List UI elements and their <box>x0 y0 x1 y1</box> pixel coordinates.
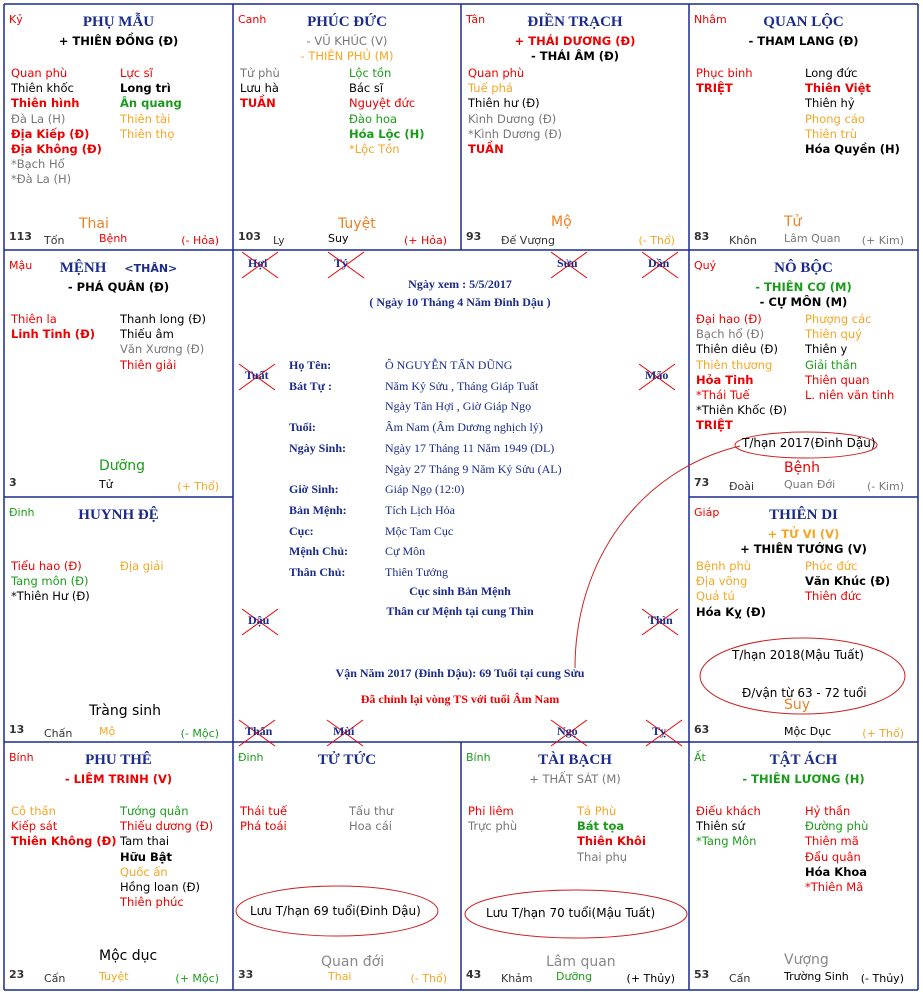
heavenly-stem: Ất <box>694 751 706 764</box>
info-label: Thân Chủ: <box>289 565 346 579</box>
branch-marker: Ngọ <box>557 724 578 738</box>
star: Bạch hổ (Đ) <box>696 327 765 342</box>
element: (- Mộc) <box>180 727 219 740</box>
star: Tuế phá <box>468 81 513 96</box>
palace-title: TỬ TỨC <box>317 752 377 768</box>
age-number: 23 <box>9 968 25 981</box>
palace-cell <box>4 250 233 497</box>
info-label: Tuổi: <box>289 420 316 435</box>
palace-cell <box>689 497 918 742</box>
star: L. niên văn tinh <box>805 388 895 403</box>
palace-branch: Đế Vượng <box>501 234 555 247</box>
element: (+ Mộc) <box>175 972 219 985</box>
info-label: Giờ Sinh: <box>289 482 339 497</box>
star: Thiên trù <box>805 126 858 141</box>
star: Hóa Quyền (H) <box>805 142 900 157</box>
star-column <box>240 804 287 834</box>
heavenly-stem: Giáp <box>694 506 720 519</box>
palace-title: PHÚC ĐỨC <box>307 14 387 30</box>
star: Bệnh phù <box>696 559 752 573</box>
palace-cell <box>233 4 461 250</box>
star: Hoa cái <box>349 819 392 834</box>
star: Tang môn (Đ) <box>11 574 89 589</box>
info-value: Ngày 27 Tháng 9 Năm Kỷ Sửu (AL) <box>385 461 562 476</box>
truong-sinh: Trường Sinh <box>784 970 849 983</box>
palace-title: PHỤ MẪU <box>82 14 155 30</box>
star: TRIỆT <box>696 418 733 433</box>
overlay-label: Thai <box>79 216 109 232</box>
truong-sinh: Tử <box>99 478 113 491</box>
overlay-label: Lâm quan <box>546 954 616 970</box>
info-value: Cự Môn <box>385 544 426 559</box>
star: Thiên Việt <box>805 81 871 96</box>
age-number: 83 <box>694 230 710 243</box>
palace-branch: Tốn <box>44 234 65 247</box>
palace-branch: Cấn <box>729 972 751 985</box>
star: Thiếu âm <box>120 327 174 342</box>
star: Quốc ấn <box>120 864 168 879</box>
star-column <box>120 804 213 910</box>
palace-cell <box>233 742 461 990</box>
heavenly-stem: Mậu <box>9 259 33 272</box>
info-value: Năm Kỷ Sửu , Tháng Giáp Tuất <box>385 378 539 393</box>
star-column <box>468 804 517 834</box>
truong-sinh: Mộ <box>99 725 116 738</box>
star: Thiên khốc <box>11 81 74 96</box>
star: Tả Phù <box>577 804 617 818</box>
star: Giải thần <box>805 357 858 372</box>
info-label: Bát Tự : <box>289 378 332 393</box>
palace-branch: Khảm <box>501 972 533 985</box>
oval-label: T/hạn 2018(Mậu Tuất) <box>732 648 864 662</box>
star: Địa võng <box>696 574 748 589</box>
star-column <box>349 804 393 834</box>
star-column <box>696 312 787 434</box>
palace-cell <box>689 250 918 497</box>
ts-note: Đã chỉnh lại vòng TS với tuổi Âm Nam <box>360 692 560 706</box>
info-label: Họ Tên: <box>289 358 332 372</box>
star: Hỏa Tinh <box>696 372 754 387</box>
star-column <box>240 66 280 112</box>
element: (- Thổ) <box>410 972 447 985</box>
element: (+ Thủy) <box>626 972 675 985</box>
star: Phục binh <box>696 66 753 80</box>
star: Quan phù <box>468 66 525 80</box>
palace-title: PHU THÊ <box>85 752 152 768</box>
star-column <box>11 804 117 850</box>
star: Lưu hà <box>240 81 279 96</box>
star: Đại hao (Đ) <box>696 312 762 326</box>
palace-branch: Khôn <box>729 234 757 247</box>
element: (- Kim) <box>866 480 904 493</box>
palace-title: QUAN LỘC <box>763 14 844 30</box>
info-label: Bản Mệnh: <box>289 502 347 517</box>
branch-marker: Dậu <box>248 613 270 627</box>
star: Phá toái <box>240 819 287 834</box>
palace-cell <box>4 742 233 990</box>
palace-title: ĐIỀN TRẠCH <box>527 14 623 30</box>
star: Hồng loan (Đ) <box>120 880 201 895</box>
branch-marker: Thân <box>245 724 273 738</box>
palace-cell <box>4 4 233 250</box>
palace-cell <box>461 4 689 250</box>
star: Đào hoa <box>349 111 398 126</box>
star: Bác sĩ <box>349 81 384 96</box>
element: (+ Thổ) <box>177 480 219 493</box>
overlay-label: Mộ <box>551 214 572 230</box>
branch-marker: Thìn <box>648 613 673 627</box>
star-column <box>805 804 868 895</box>
star: Thiên sứ <box>696 819 745 834</box>
branch-marker: Tý <box>334 256 349 270</box>
star-column <box>349 66 424 157</box>
star: Thiên thọ <box>120 126 175 141</box>
age-number: 3 <box>9 476 17 489</box>
palace-cell <box>689 4 918 250</box>
star: Thiên hỷ <box>805 96 855 111</box>
star: Kiếp sát <box>11 819 58 834</box>
main-stars: - LIÊM TRINH (V) <box>64 772 173 786</box>
star: Thiên y <box>805 342 848 357</box>
star: *Thiên Khốc (Đ) <box>696 403 788 418</box>
star: Thiên tài <box>120 111 171 126</box>
palace-cell <box>689 742 918 990</box>
star: Thiên quan <box>805 372 870 387</box>
star: Hóa Lộc (H) <box>349 126 425 141</box>
van-note: Vận Năm 2017 (Đinh Dậu): 69 Tuổi tại cung Sửu <box>335 666 585 680</box>
star: Thiên Không (Đ) <box>11 834 117 849</box>
overlay-label: Vượng <box>784 952 829 968</box>
star: Tấu thư <box>349 804 394 818</box>
age-number: 43 <box>466 968 482 981</box>
heavenly-stem: Đinh <box>238 751 264 764</box>
heavenly-stem: Canh <box>238 13 267 26</box>
element: (- Thủy) <box>860 972 904 985</box>
element: (- Thổ) <box>638 234 675 247</box>
star: Kình Dương (Đ) <box>468 111 557 126</box>
overlay-label: Quan đới <box>321 954 385 970</box>
oval-label: Lưu T/hạn 69 tuổi(Đinh Dậu) <box>250 904 421 918</box>
star: Hỷ thần <box>805 804 851 818</box>
star: TUẦN <box>240 96 276 111</box>
view-date: Ngày xem : 5/5/2017 <box>408 277 512 291</box>
palace-cell <box>4 497 233 742</box>
star-column <box>11 66 102 188</box>
oval-label: Lưu T/hạn 70 tuổi(Mậu Tuất) <box>486 906 656 920</box>
palace-title: TÀI BẠCH <box>538 752 612 768</box>
star-column <box>577 804 646 865</box>
star: Đà La (H) <box>11 111 66 126</box>
info-value: Thiên Tướng <box>385 565 448 579</box>
info-value: Ô NGUYỄN TẤN DŨNG <box>385 358 513 372</box>
info-label: Ngày Sinh: <box>289 440 347 455</box>
star: Hóa Khoa <box>805 864 868 879</box>
truong-sinh: Mộc Dục <box>784 725 832 738</box>
star: Thiên quý <box>805 327 862 342</box>
palace-title: HUYNH ĐỆ <box>78 507 159 523</box>
truong-sinh: Bệnh <box>99 232 128 245</box>
star: Thiên đức <box>805 589 862 604</box>
star: Thanh long (Đ) <box>120 312 206 326</box>
star: TRIỆT <box>696 81 733 96</box>
heavenly-stem: Đinh <box>9 506 35 519</box>
age-number: 13 <box>9 723 25 736</box>
star: Thiên phúc <box>120 895 184 910</box>
age-number: 53 <box>694 968 710 981</box>
star: Thiên Khôi <box>577 834 646 849</box>
main-stars: - THIÊN LƯƠNG (H) <box>742 772 865 786</box>
palace-cell <box>461 742 689 990</box>
info-label: Cục: <box>289 523 314 538</box>
star: Bát tọa <box>577 819 625 834</box>
palace-branch: Chấn <box>44 727 73 740</box>
star-column <box>805 559 890 605</box>
star: Địa Kiếp (Đ) <box>11 126 90 141</box>
main-stars: - THIÊN CƠ (M) - CỰ MÔN (M) <box>755 280 852 309</box>
cuc-note: Cục sinh Bản Mệnh <box>409 584 511 598</box>
main-stars: + THẤT SÁT (M) <box>529 772 621 786</box>
star-column <box>696 559 766 620</box>
star: Quả tú <box>696 589 735 604</box>
info-value: Giáp Ngọ (12:0) <box>385 482 465 497</box>
main-stars: + TỬ VI (V) + THIÊN TƯỚNG (V) <box>740 527 867 556</box>
truong-sinh: Thai <box>328 970 352 983</box>
branch-marker: Dần <box>648 256 670 270</box>
main-stars: - PHÁ QUÂN (Đ) <box>67 280 170 294</box>
star-column <box>696 804 761 850</box>
branch-marker: Mùi <box>333 724 355 738</box>
heavenly-stem: Quý <box>694 259 717 272</box>
star-column <box>120 66 182 142</box>
star: Thiên hư (Đ) <box>468 96 540 111</box>
star: Thái tuế <box>240 804 288 818</box>
element: (+ Thổ) <box>862 727 904 740</box>
oval-label: T/hạn 2017(Đinh Dậu) <box>742 436 876 450</box>
truong-sinh: Quan Đới <box>784 478 836 491</box>
star-column <box>805 66 900 157</box>
info-value: Ngày 17 Tháng 11 Năm 1949 (DL) <box>385 440 555 455</box>
overlay-label: Tràng sinh <box>89 703 161 719</box>
star: Cô thần <box>11 804 56 818</box>
star: Tử phù <box>240 66 280 80</box>
star: Đường phù <box>805 819 869 834</box>
star-column <box>805 312 894 403</box>
star: Văn Khúc (Đ) <box>805 574 891 589</box>
star: Phúc đức <box>805 559 858 573</box>
star: Đẩu quân <box>805 849 861 864</box>
star: Tam thai <box>120 834 170 849</box>
star: *Thái Tuế <box>696 388 750 403</box>
palace-title: MỆNH <THÂN> <box>59 260 178 276</box>
palace-branch: Đoài <box>729 480 755 493</box>
star: Thiên hình <box>11 96 80 111</box>
star: Tướng quân <box>120 804 189 818</box>
star: Quan phù <box>11 66 68 80</box>
overlay-label: Tử <box>784 214 802 230</box>
star-column <box>696 66 753 96</box>
main-stars: - THAM LANG (Đ) <box>748 34 859 48</box>
star: Linh Tinh (Đ) <box>11 327 95 342</box>
star: Trực phù <box>468 819 518 834</box>
star: *Thiên Hư (Đ) <box>11 589 90 604</box>
star: Hữu Bật <box>120 849 173 864</box>
branch-marker: Tỵ <box>652 724 667 738</box>
star: Nguyệt đức <box>349 96 416 111</box>
age-number: 103 <box>238 230 261 243</box>
palace-title: TẬT ÁCH <box>769 752 838 768</box>
main-stars: + THÁI DƯƠNG (Đ) - THÁI ÂM (Đ) <box>514 34 636 63</box>
star: Thiếu dương (Đ) <box>120 819 214 834</box>
oval-label: Đ/vận từ 63 - 72 tuổi <box>742 686 867 700</box>
overlay-label: Bệnh <box>784 460 820 476</box>
star: *Bạch Hổ <box>11 157 65 172</box>
overlay-label: Dưỡng <box>99 458 145 474</box>
info-value: Mộc Tam Cục <box>385 523 454 538</box>
star: Văn Xương (Đ) <box>120 342 205 357</box>
than-note: Thân cư Mệnh tại cung Thìn <box>386 604 534 618</box>
palace-branch: Ly <box>273 234 285 247</box>
star: Thiên giải <box>120 357 177 372</box>
info-label: Mệnh Chủ: <box>289 544 349 559</box>
heavenly-stem: Tân <box>466 13 486 26</box>
star: Lực sĩ <box>120 66 153 80</box>
star: Phong cáo <box>805 111 865 126</box>
overlay-label: Tuyệt <box>338 216 376 232</box>
branch-marker: Sửu <box>557 256 578 270</box>
truong-sinh: Tuyệt <box>99 970 129 983</box>
star-column <box>11 312 95 342</box>
branch-marker: Tuất <box>245 368 269 382</box>
lunar-date: ( Ngày 10 Tháng 4 Năm Đinh Dậu ) <box>369 295 551 309</box>
palace-branch: Cấn <box>44 972 66 985</box>
heavenly-stem: Kỷ <box>9 13 23 26</box>
star: TUẦN <box>468 142 504 157</box>
star: Thiên diêu (Đ) <box>696 342 778 357</box>
star: Tiểu hao (Đ) <box>11 559 82 573</box>
star-column <box>11 559 90 605</box>
palace-title: THIÊN DI <box>769 507 838 523</box>
star: Thai phụ <box>577 849 628 864</box>
palace-title: NÔ BỘC <box>774 260 833 276</box>
info-value: Tích Lịch Hỏa <box>385 502 455 517</box>
star: *Đà La (H) <box>11 172 72 187</box>
heavenly-stem: Bính <box>466 751 491 764</box>
element: (+ Kim) <box>861 234 904 247</box>
star: Thiên thương <box>696 357 773 372</box>
star: Thiên la <box>11 312 57 326</box>
overlay-label: Suy <box>784 697 811 713</box>
heavenly-stem: Bính <box>9 751 34 764</box>
branch-marker: Mão <box>645 368 669 382</box>
star: *Kình Dương (Đ) <box>468 126 563 141</box>
star: Phi liêm <box>468 804 514 818</box>
star-column <box>468 66 562 157</box>
star: Điếu khách <box>696 804 761 818</box>
age-number: 113 <box>9 230 32 243</box>
star: *Tang Môn <box>696 834 757 849</box>
truong-sinh: Dưỡng <box>556 970 593 983</box>
age-number: 93 <box>466 230 482 243</box>
star: *Lộc Tồn <box>349 142 400 157</box>
age-number: 33 <box>238 968 254 981</box>
star: Địa Không (Đ) <box>11 142 102 157</box>
main-stars: + THIÊN ĐỒNG (Đ) <box>58 34 179 48</box>
age-number: 73 <box>694 476 710 489</box>
star: Lộc tồn <box>349 66 392 80</box>
star: Địa giải <box>120 559 164 573</box>
overlay-label: Mộc dục <box>99 948 158 964</box>
element: (- Hỏa) <box>181 234 219 247</box>
element: (+ Hỏa) <box>403 234 447 247</box>
star: Long trì <box>120 81 171 96</box>
info-value: Âm Nam (Âm Dương nghịch lý) <box>385 420 543 435</box>
center-info <box>233 250 687 742</box>
star: Ân quang <box>120 96 182 111</box>
heavenly-stem: Nhâm <box>694 13 727 26</box>
info-value: Ngày Tân Hợi , Giờ Giáp Ngọ <box>385 399 532 414</box>
star: Phượng các <box>805 312 872 326</box>
star: Long đức <box>805 66 858 80</box>
truong-sinh: Lâm Quan <box>784 232 841 245</box>
star-column <box>120 559 164 574</box>
branch-marker: Hợi <box>248 256 268 270</box>
truong-sinh: Suy <box>328 232 349 245</box>
star: Hóa Kỵ (Đ) <box>696 604 766 619</box>
star: *Thiên Mã <box>805 880 864 895</box>
main-stars: - VŨ KHÚC (V) - THIÊN PHỦ (M) <box>300 34 394 63</box>
star-column <box>120 312 206 373</box>
star: Thiên mã <box>805 834 859 849</box>
age-number: 63 <box>694 723 710 736</box>
